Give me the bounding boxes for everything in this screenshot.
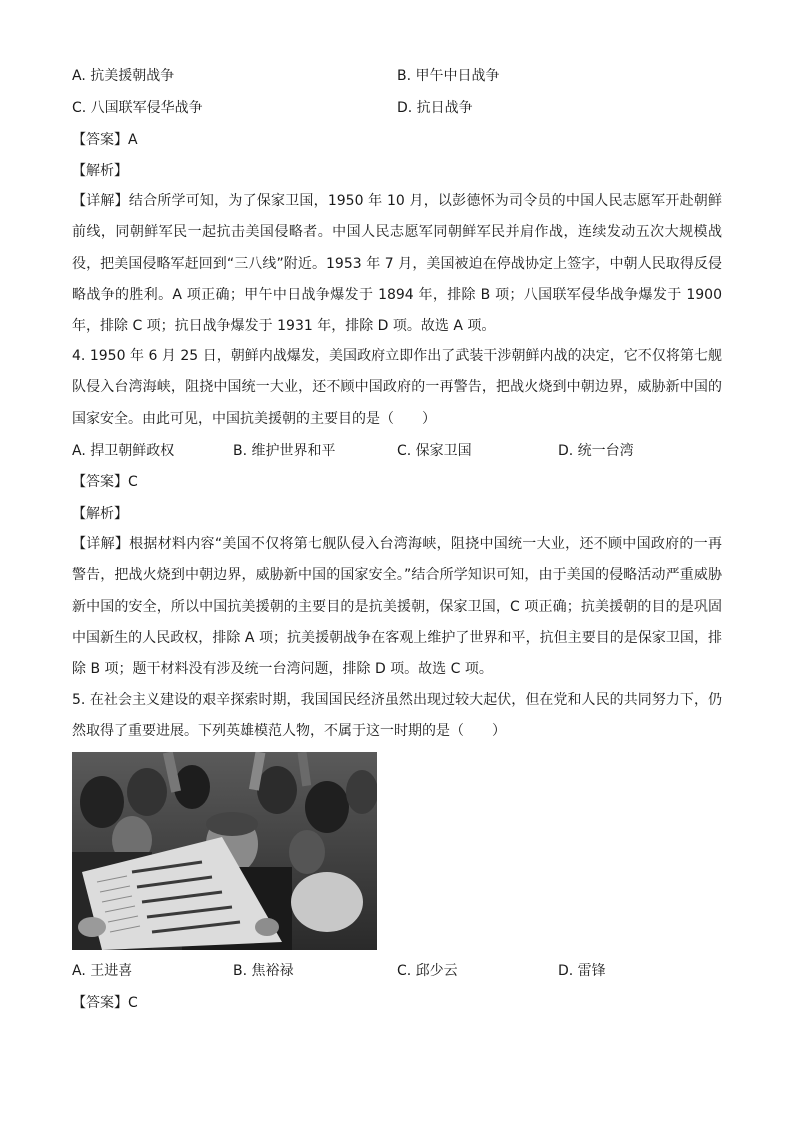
q3-option-c: C. 八国联军侵华战争	[72, 100, 203, 116]
q5-option-c: C. 邱少云	[397, 963, 458, 979]
q4-analysis-label: 【解析】	[72, 506, 128, 522]
q3-detail-paragraph: 【详解】结合所学可知，为了保家卫国，1950 年 10 月，以彭德怀为司令员的中国人民志愿军开赴朝鲜前线，同朝鲜军民一起抗击美国侵略者。中国人民志愿军同朝鲜军民并肩作战，连续发动五次大规模战役，把美国侵略军赶回到“三八线”附近。1953 年 7 月，美国被迫在停战协定上签字，中朝人民取得反侵略战争的胜利。A 项正确；甲午中日战争爆发于 1894 年，排除 B 项；八国联军侵华战争爆发于 1900 年，排除 C 项；抗日战争爆发于 1931 年，排除 D 项。故选 A 项。	[72, 193, 722, 335]
q3-analysis-label: 【解析】	[72, 163, 128, 179]
q5-option-b: B. 焦裕禄	[233, 963, 294, 979]
q3-option-d: D. 抗日战争	[397, 100, 473, 116]
q5-option-a: A. 王进喜	[72, 963, 133, 979]
historical-photo	[72, 752, 377, 950]
q5-option-d: D. 雷锋	[558, 963, 606, 979]
q4-option-d: D. 统一台湾	[558, 443, 634, 459]
q4-detail-paragraph: 【详解】根据材料内容“美国不仅将第七舰队侵入台湾海峡，阻挠中国统一大业，还不顾中国政府的一再警告，把战火烧到中朝边界，威胁新中国的国家安全。”结合所学知识可知，由于美国的侵略活动严重威胁新中国的安全，所以中国抗美援朝的主要目的是抗美援朝，保家卫国，C 项正确；抗美援朝的目的是巩固中国新生的人民政权，排除 A 项；抗美援朝战争在客观上维护了世界和平，抗但主要目的是保家卫国，排除 B 项；题干材料没有涉及统一台湾问题，排除 D 项。故选 C 项。	[72, 536, 722, 678]
q3-answer: 【答案】A	[72, 132, 138, 148]
q5-stem: 5. 在社会主义建设的艰辛探索时期，我国国民经济虽然出现过较大起伏，但在党和人民的共同努力下，仍然取得了重要进展。下列英雄模范人物，不属于这一时期的是（ ）	[72, 692, 722, 740]
q4-stem: 4. 1950 年 6 月 25 日，朝鲜内战爆发，美国政府立即作出了武装干涉朝鲜内战的决定，它不仅将第七舰队侵入台湾海峡，阻挠中国统一大业，还不顾中国政府的一再警告，把战火烧到中朝边界，威胁新中国的国家安全。由此可见，中国抗美援朝的主要目的是（ ）	[72, 348, 722, 427]
q3-option-b: B. 甲午中日战争	[397, 68, 500, 84]
q4-answer: 【答案】C	[72, 474, 138, 490]
q4-option-a: A. 捍卫朝鲜政权	[72, 443, 175, 459]
q4-option-b: B. 维护世界和平	[233, 443, 336, 459]
q4-option-c: C. 保家卫国	[397, 443, 472, 459]
q3-option-a: A. 抗美援朝战争	[72, 68, 175, 84]
q5-answer: 【答案】C	[72, 995, 138, 1011]
